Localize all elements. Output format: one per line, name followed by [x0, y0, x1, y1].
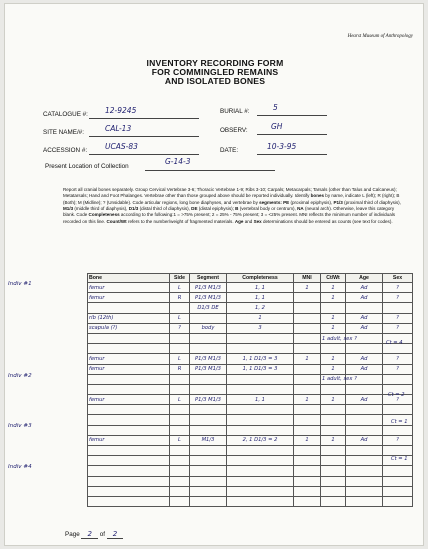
cell-side[interactable]: L	[170, 395, 190, 405]
cell-completeness[interactable]	[227, 374, 294, 384]
cell-bone[interactable]	[88, 344, 170, 354]
cell-segment[interactable]: P1/3 M1/3	[190, 293, 227, 303]
cell-sex[interactable]	[383, 476, 413, 486]
cell-ctwt[interactable]	[321, 303, 346, 313]
cell-age[interactable]: Ad	[346, 364, 383, 374]
cell-sex[interactable]: ?	[383, 323, 413, 333]
cell-bone[interactable]	[88, 374, 170, 384]
cell-completeness[interactable]: 1, 1	[227, 395, 294, 405]
accession-line	[89, 154, 199, 155]
cell-bone[interactable]: rib (12th)	[88, 313, 170, 323]
cell-ctwt[interactable]	[321, 496, 346, 506]
table-row	[88, 425, 413, 435]
cell-mni[interactable]	[294, 415, 321, 425]
cell-completeness[interactable]: 1	[227, 313, 294, 323]
cell-completeness[interactable]: 3	[227, 323, 294, 333]
cell-sex[interactable]	[383, 496, 413, 506]
cell-ctwt[interactable]: 1	[321, 313, 346, 323]
cell-sex[interactable]: ?	[383, 293, 413, 303]
cell-mni[interactable]	[294, 384, 321, 394]
cell-side[interactable]	[170, 496, 190, 506]
location-value[interactable]: G-14-3	[165, 157, 191, 166]
cell-ctwt[interactable]: 1 adult, sex ?	[321, 374, 346, 384]
form-title-line-2: FOR COMMINGLED REMAINS	[151, 67, 279, 77]
cell-age[interactable]	[346, 466, 383, 476]
cell-age[interactable]	[346, 476, 383, 486]
cell-sex[interactable]: ?	[383, 283, 413, 293]
cell-side[interactable]: R	[170, 293, 190, 303]
cell-age[interactable]	[346, 496, 383, 506]
cell-side[interactable]: L	[170, 435, 190, 445]
observ-label: OBSERV:	[220, 127, 248, 134]
cell-side[interactable]	[170, 384, 190, 394]
cell-bone[interactable]: femur	[88, 435, 170, 445]
cell-segment[interactable]: P1/3 M1/3	[190, 283, 227, 293]
cell-completeness[interactable]	[227, 344, 294, 354]
cell-sex[interactable]	[383, 466, 413, 476]
cell-mni[interactable]	[294, 323, 321, 333]
cell-age[interactable]: Ad	[346, 313, 383, 323]
cell-bone[interactable]	[88, 486, 170, 496]
accession-label: ACCESSION #:	[43, 147, 88, 154]
date-value[interactable]: 10-3-95	[267, 142, 297, 151]
indiv-1-note: Indiv #1	[8, 281, 32, 287]
table-row	[88, 384, 413, 394]
count-note-3: Ct = 1	[391, 419, 408, 425]
cell-mni[interactable]	[294, 374, 321, 384]
bones-table	[87, 273, 413, 507]
cell-bone[interactable]: femur	[88, 293, 170, 303]
museum-name: Hearst Museum of Anthropology	[347, 34, 413, 39]
table-row	[88, 323, 413, 333]
cell-side[interactable]	[170, 425, 190, 435]
cell-bone[interactable]: femur	[88, 364, 170, 374]
cell-side[interactable]	[170, 333, 190, 343]
table-row	[88, 333, 413, 343]
date-label: DATE:	[220, 147, 239, 154]
table-row	[88, 303, 413, 313]
cell-completeness[interactable]	[227, 405, 294, 415]
cell-completeness[interactable]	[227, 384, 294, 394]
count-note-1: Ct = 4	[386, 340, 403, 346]
cell-side[interactable]: L	[170, 354, 190, 364]
cell-side[interactable]	[170, 344, 190, 354]
cell-mni[interactable]	[294, 456, 321, 466]
table-row	[88, 283, 413, 293]
observ-line	[257, 134, 327, 135]
cell-age[interactable]: Ad	[346, 395, 383, 405]
cell-mni[interactable]	[294, 405, 321, 415]
cell-ctwt[interactable]: 1	[321, 293, 346, 303]
form-title-line-1: INVENTORY RECORDING FORM	[146, 58, 284, 68]
table-row	[88, 354, 413, 364]
cell-age[interactable]: Ad	[346, 283, 383, 293]
cell-sex[interactable]: ?	[383, 313, 413, 323]
cell-ctwt[interactable]	[321, 344, 346, 354]
table-row	[88, 486, 413, 496]
cell-age[interactable]	[346, 344, 383, 354]
cell-segment[interactable]	[190, 333, 227, 343]
cell-segment[interactable]: D1/3 DE	[190, 303, 227, 313]
cell-segment[interactable]: body	[190, 323, 227, 333]
cell-segment[interactable]	[190, 374, 227, 384]
cell-sex[interactable]: ?	[383, 354, 413, 364]
table-row	[88, 476, 413, 486]
cell-mni[interactable]	[294, 344, 321, 354]
indiv-4-note: Indiv #4	[8, 464, 32, 470]
cell-mni[interactable]	[294, 333, 321, 343]
cell-bone[interactable]	[88, 415, 170, 425]
burial-value[interactable]: 5	[273, 103, 278, 112]
table-row	[88, 496, 413, 506]
table-row	[88, 293, 413, 303]
indiv-2-note: Indiv #2	[8, 373, 32, 379]
cell-side[interactable]: L	[170, 283, 190, 293]
cell-mni[interactable]	[294, 486, 321, 496]
table-row	[88, 435, 413, 445]
cell-side[interactable]: L	[170, 313, 190, 323]
cell-mni[interactable]: 1	[294, 435, 321, 445]
cell-segment[interactable]	[190, 466, 227, 476]
cell-segment[interactable]	[190, 415, 227, 425]
accession-value[interactable]: UCAS-83	[105, 142, 138, 151]
cell-side[interactable]: ?	[170, 323, 190, 333]
cell-bone[interactable]	[88, 456, 170, 466]
form-title-line-3: AND ISOLATED BONES	[164, 76, 266, 86]
cell-side[interactable]	[170, 486, 190, 496]
cell-bone[interactable]	[88, 476, 170, 486]
col-sex: Sex	[383, 274, 413, 283]
cell-bone[interactable]	[88, 333, 170, 343]
cell-ctwt[interactable]: 1	[321, 283, 346, 293]
table-row	[88, 395, 413, 405]
catalogue-label: CATALOGUE #:	[43, 111, 88, 118]
cell-mni[interactable]	[294, 293, 321, 303]
cell-completeness[interactable]	[227, 425, 294, 435]
cell-segment[interactable]: P1/3 M1/3	[190, 354, 227, 364]
cell-bone[interactable]	[88, 466, 170, 476]
cell-segment[interactable]	[190, 405, 227, 415]
cell-ctwt[interactable]	[321, 456, 346, 466]
cell-sex[interactable]	[383, 446, 413, 456]
cell-side[interactable]	[170, 456, 190, 466]
cell-ctwt[interactable]	[321, 476, 346, 486]
cell-sex[interactable]	[383, 425, 413, 435]
site-line	[89, 136, 199, 137]
cell-completeness[interactable]: 1, 1	[227, 293, 294, 303]
page-number: Page 2 of 2	[65, 530, 123, 538]
cell-sex[interactable]	[383, 374, 413, 384]
cell-segment[interactable]	[190, 446, 227, 456]
cell-sex[interactable]: ?	[383, 364, 413, 374]
cell-age[interactable]	[346, 415, 383, 425]
cell-mni[interactable]	[294, 466, 321, 476]
cell-mni[interactable]: 1	[294, 283, 321, 293]
cell-segment[interactable]: P1/3 M1/3	[190, 395, 227, 405]
table-row	[88, 446, 413, 456]
catalogue-line	[89, 118, 199, 119]
instructions-paragraph: Report all cranial bones separately. Group Cervical Vertebrae 3-6; Thoracic Vertebrae 1-9; Ribs 3-10; Carpals; Metacarpals; Tarsals (other than Talus and Calcaneus); Metatarsals; Hand and Foot Phalanges. Vertebrae other than those grouped above should be reported individually. Identify bones by name, indicate L (left); R (right); B (Both); M (Midline); ? (Unsidable). Code articular regions, long bone diaphyses, and vertebrae by segments: PE (proximal epiphysis), P1/3 (proximal third of diaphysis), M1/3 (middle third of diaphysis), D1/3 (distal third of diaphysis), DE (distal epiphysis); B (vertebral body or centrum), NA (neural arch). Otherwise, leave this category blank. Code Completeness according to the following:1 = >75% present; 2 = 25% - 75% present; 3 = <25% present. MNI reflects the minimum number of individuals recorded on this line. Count/Wt refers to the number/weight of fragmented materials. Age and Sex determinations should be entered as counts (see text for codes).	[63, 187, 401, 224]
cell-bone[interactable]: femur	[88, 354, 170, 364]
col-ctwt: Ct/Wt	[321, 274, 346, 283]
cell-ctwt[interactable]	[321, 466, 346, 476]
cell-bone[interactable]	[88, 384, 170, 394]
location-line	[145, 170, 275, 171]
cell-ctwt[interactable]	[321, 486, 346, 496]
burial-line	[257, 115, 327, 116]
cell-age[interactable]	[346, 446, 383, 456]
table-row	[88, 405, 413, 415]
cell-completeness[interactable]: 1, 2	[227, 303, 294, 313]
catalogue-value[interactable]: 12-9245	[105, 106, 137, 115]
col-side: Side	[170, 274, 190, 283]
burial-label: BURIAL #:	[220, 108, 250, 115]
cell-bone[interactable]	[88, 303, 170, 313]
cell-sex[interactable]	[383, 486, 413, 496]
cell-completeness[interactable]: 1, 1 D1/3 = 3	[227, 364, 294, 374]
cell-segment[interactable]	[190, 496, 227, 506]
cell-completeness[interactable]	[227, 333, 294, 343]
site-label: SITE NAME/#:	[43, 129, 84, 136]
cell-ctwt[interactable]	[321, 415, 346, 425]
cell-side[interactable]	[170, 303, 190, 313]
cell-completeness[interactable]	[227, 415, 294, 425]
cell-completeness[interactable]	[227, 496, 294, 506]
cell-sex[interactable]	[383, 303, 413, 313]
table-header-row	[88, 274, 413, 283]
cell-age[interactable]: Ad	[346, 323, 383, 333]
cell-side[interactable]	[170, 476, 190, 486]
count-note-4: Ct = 1	[391, 456, 408, 462]
col-bone: Bone	[88, 274, 170, 283]
count-note-2: Ct = 2	[388, 392, 405, 398]
date-line	[257, 154, 327, 155]
cell-completeness[interactable]: 1, 1	[227, 283, 294, 293]
cell-ctwt[interactable]: 1	[321, 435, 346, 445]
cell-age[interactable]: Ad	[346, 354, 383, 364]
cell-sex[interactable]: ?	[383, 395, 413, 405]
cell-mni[interactable]: 1	[294, 354, 321, 364]
cell-bone[interactable]	[88, 496, 170, 506]
cell-bone[interactable]	[88, 446, 170, 456]
cell-ctwt[interactable]: 1	[321, 323, 346, 333]
table-row	[88, 364, 413, 374]
cell-bone[interactable]: femur	[88, 395, 170, 405]
col-age: Age	[346, 274, 383, 283]
table-row	[88, 466, 413, 476]
table-row	[88, 374, 413, 384]
cell-bone[interactable]	[88, 425, 170, 435]
cell-bone[interactable]: scapula (?)	[88, 323, 170, 333]
location-label: Present Location of Collection	[45, 163, 129, 170]
cell-ctwt[interactable]: 1	[321, 395, 346, 405]
cell-ctwt[interactable]	[321, 405, 346, 415]
cell-side[interactable]	[170, 374, 190, 384]
cell-mni[interactable]	[294, 476, 321, 486]
cell-completeness[interactable]	[227, 476, 294, 486]
table-row	[88, 344, 413, 354]
cell-side[interactable]	[170, 446, 190, 456]
cell-completeness[interactable]: 2, 1 D1/3 = 2	[227, 435, 294, 445]
cell-completeness[interactable]	[227, 446, 294, 456]
indiv-3-note: Indiv #3	[8, 423, 32, 429]
col-mni: MNI	[294, 274, 321, 283]
cell-segment[interactable]	[190, 384, 227, 394]
site-value[interactable]: CAL-13	[105, 124, 132, 133]
col-segment: Segment	[190, 274, 227, 283]
cell-sex[interactable]: ?	[383, 435, 413, 445]
table-row	[88, 456, 413, 466]
cell-completeness[interactable]	[227, 486, 294, 496]
cell-age[interactable]	[346, 384, 383, 394]
col-completeness: Completeness	[227, 274, 294, 283]
cell-segment[interactable]	[190, 486, 227, 496]
cell-age[interactable]: Ad	[346, 293, 383, 303]
table-row	[88, 415, 413, 425]
cell-sex[interactable]	[383, 405, 413, 415]
cell-side[interactable]: R	[170, 364, 190, 374]
cell-completeness[interactable]	[227, 466, 294, 476]
observ-value[interactable]: GH	[271, 122, 283, 131]
cell-mni[interactable]	[294, 313, 321, 323]
cell-age[interactable]	[346, 405, 383, 415]
cell-side[interactable]	[170, 466, 190, 476]
cell-segment[interactable]: P1/3 M1/3	[190, 364, 227, 374]
cell-mni[interactable]	[294, 364, 321, 374]
table-row	[88, 313, 413, 323]
form-sheet	[4, 3, 424, 546]
cell-mni[interactable]	[294, 496, 321, 506]
cell-mni[interactable]	[294, 303, 321, 313]
cell-ctwt[interactable]	[321, 384, 346, 394]
cell-segment[interactable]	[190, 344, 227, 354]
cell-segment[interactable]	[190, 425, 227, 435]
cell-segment[interactable]	[190, 476, 227, 486]
cell-age[interactable]	[346, 486, 383, 496]
cell-segment[interactable]	[190, 313, 227, 323]
cell-side[interactable]	[170, 415, 190, 425]
cell-completeness[interactable]: 1, 1 D1/3 = 3	[227, 354, 294, 364]
cell-side[interactable]	[170, 405, 190, 415]
cell-completeness[interactable]	[227, 456, 294, 466]
cell-ctwt[interactable]: 1 adult, sex ?	[321, 333, 346, 343]
cell-mni[interactable]: 1	[294, 395, 321, 405]
cell-segment[interactable]	[190, 456, 227, 466]
cell-age[interactable]: Ad	[346, 435, 383, 445]
cell-age[interactable]	[346, 303, 383, 313]
cell-mni[interactable]	[294, 446, 321, 456]
cell-segment[interactable]: M1/3	[190, 435, 227, 445]
cell-mni[interactable]	[294, 425, 321, 435]
cell-ctwt[interactable]	[321, 425, 346, 435]
cell-ctwt[interactable]	[321, 446, 346, 456]
cell-age[interactable]	[346, 456, 383, 466]
cell-ctwt[interactable]: 1	[321, 364, 346, 374]
cell-age[interactable]	[346, 425, 383, 435]
cell-ctwt[interactable]: 1	[321, 354, 346, 364]
cell-bone[interactable]	[88, 405, 170, 415]
cell-bone[interactable]: femur	[88, 283, 170, 293]
